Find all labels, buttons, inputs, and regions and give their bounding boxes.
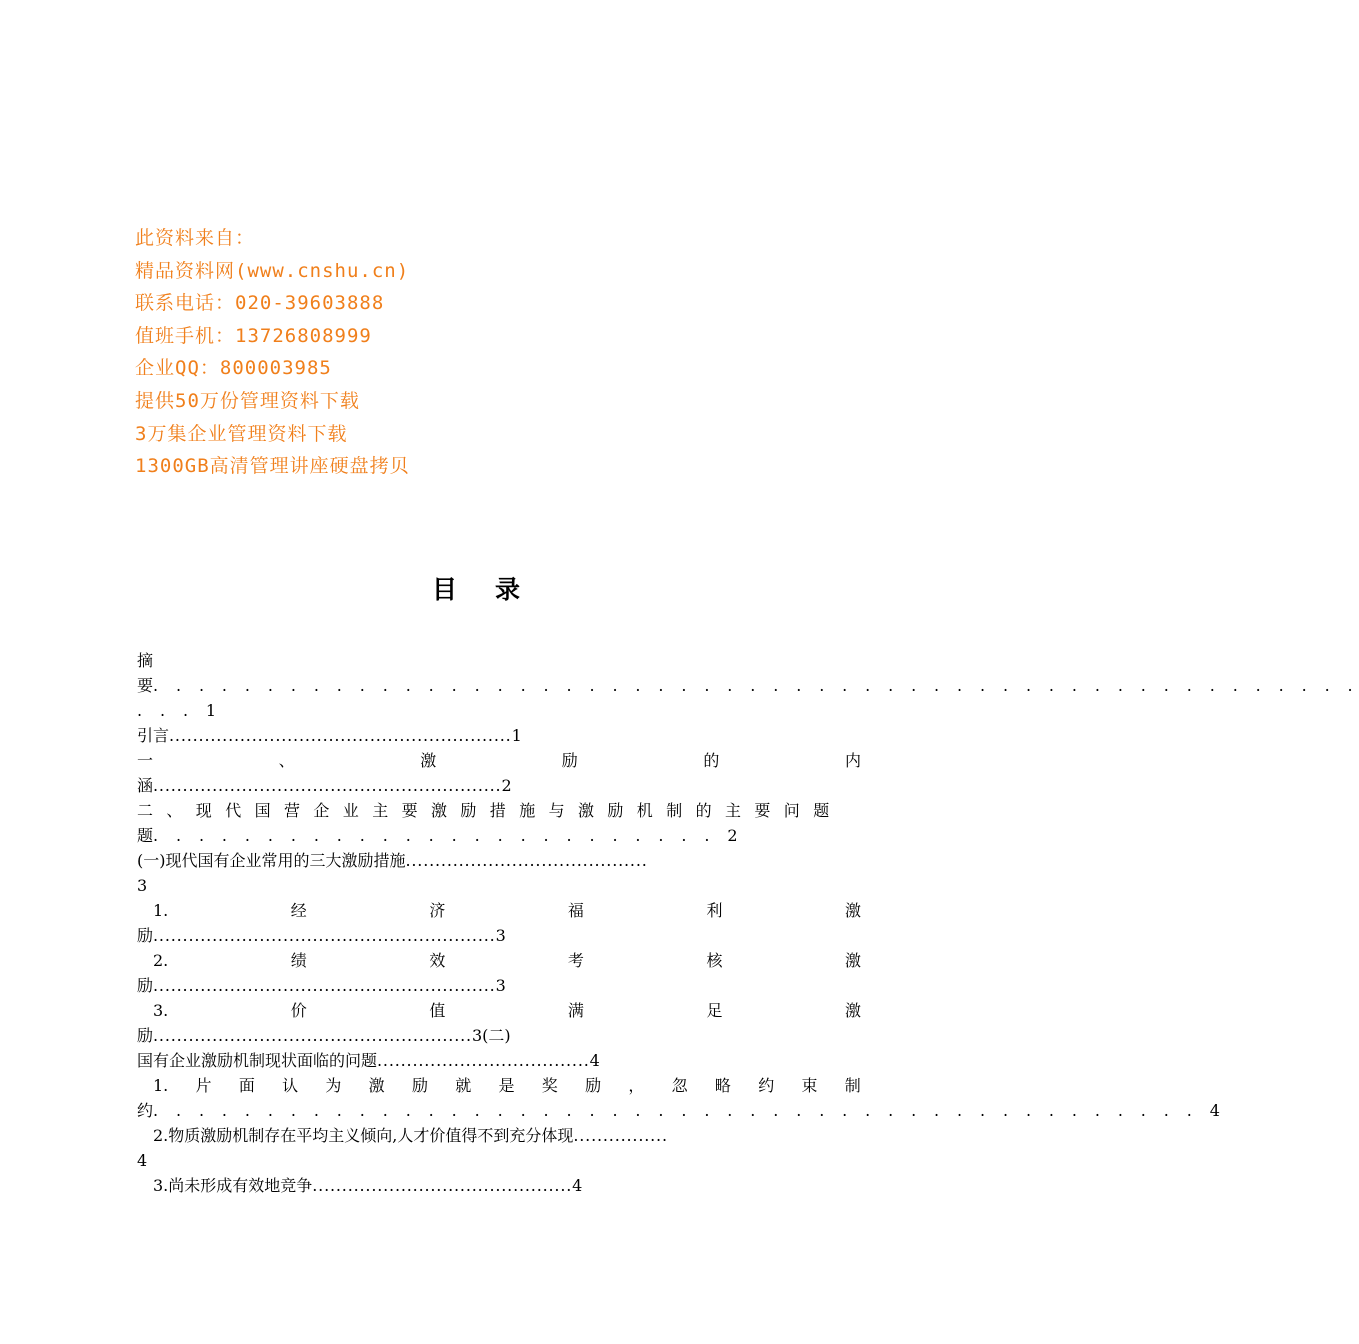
toc-entry-egalitarian-page — [137, 1148, 861, 1173]
toc-page: 3 — [495, 976, 506, 995]
toc-page: 4 — [1209, 1101, 1220, 1120]
toc-page: 3 — [495, 926, 506, 945]
toc-entry-value[interactable]: 3. 价 值 满 足 激 — [153, 1001, 861, 1020]
toc-entry-section-two[interactable]: 二、现代国营企业主要激励措施与激励机制的主要问题 — [137, 801, 843, 820]
toc-entry-three-measures-page — [137, 873, 861, 898]
toc-entry-three-measures[interactable]: (一)现代国有企业常用的三大激励措施......................................... — [137, 851, 648, 870]
toc-leader: .................................... — [377, 1051, 590, 1070]
toc-entry-problems[interactable]: 国有企业激励机制现状面临的问题....................................4 — [137, 1051, 600, 1070]
source-site-line: 精品资料网(www.cnshu.cn) — [135, 259, 410, 282]
source-qq-line: 企业QQ：800003985 — [135, 357, 332, 380]
source-info-block — [135, 222, 410, 483]
toc-entry-performance-cont: 励..........................................................3 — [137, 976, 506, 995]
toc-entry-competition[interactable]: 3.尚未形成有效地竞争............................................4 — [153, 1176, 583, 1195]
toc-entry-connotation[interactable]: 一 、 激 励 的 内 — [137, 751, 861, 770]
toc-entry-economic[interactable]: 1. 经 济 福 利 激 — [153, 901, 861, 920]
toc-entry-abstract-page-line — [137, 698, 861, 723]
toc-leader: ...................................................... — [153, 1026, 472, 1045]
source-phone-line: 联系电话：020-39603888 — [135, 292, 385, 315]
toc-entry-abstract[interactable]: 摘 — [137, 651, 154, 670]
toc-leader: . . . — [137, 701, 206, 720]
source-offer-line-3: 1300GB高清管理讲座硬盘拷贝 — [135, 455, 410, 478]
toc-leader: .......................................................... — [169, 726, 512, 745]
toc-entry-abstract-cont: 要. . . . . . . . . . . . . . . . . . . . . . . . . . . . . . . . . . . . . . . . . . . . . . . . . . . . . — [137, 676, 1359, 695]
source-line: 此资料来自： — [135, 227, 256, 249]
toc-leader: .......................................................... — [153, 926, 496, 945]
toc-page: 3 — [471, 1026, 483, 1045]
source-offer-line-1: 提供50万份管理资料下载 — [135, 389, 360, 412]
toc-leader: ................ — [573, 1126, 668, 1145]
toc-leader: ......................................... — [405, 851, 648, 870]
toc-title: 目录 — [431, 575, 558, 604]
toc-page: 2 — [727, 826, 738, 845]
toc-leader: . . . . . . . . . . . . . . . . . . . . . . . . . — [153, 826, 728, 845]
toc-entry-performance[interactable]: 2. 绩 效 考 核 激 — [153, 951, 861, 970]
toc-leader: . . . . . . . . . . . . . . . . . . . . . . . . . . . . . . . . . . . . . . . . . . . . . . . . . . . . . — [153, 676, 1359, 695]
toc-page: 2 — [501, 776, 512, 795]
toc-entry-value-cont: 励......................................................3(二) — [137, 1026, 511, 1045]
toc-page: 3 — [137, 876, 148, 895]
toc-leader: . . . . . . . . . . . . . . . . . . . . . . . . . . . . . . . . . . . . . . . . . . . . . . — [153, 1101, 1210, 1120]
toc-page: 1 — [205, 701, 217, 720]
toc-page: 4 — [589, 1051, 600, 1070]
toc-entry-one-sided-cont: 约. . . . . . . . . . . . . . . . . . . . . . . . . . . . . . . . . . . . . . . . . . . . . . 4 — [137, 1101, 1220, 1120]
table-of-contents — [137, 648, 1359, 1198]
toc-page: 1 — [511, 726, 522, 745]
toc-entry-section-two-cont: 题. . . . . . . . . . . . . . . . . . . . . . . . . 2 — [137, 826, 738, 845]
toc-entry-one-sided[interactable]: 1. 片 面 认 为 激 励 就 是 奖 励 ， 忽 略 约 束 制 — [153, 1076, 861, 1095]
source-mobile-line: 值班手机：13726808999 — [135, 324, 372, 347]
toc-entry-economic-cont: 励..........................................................3 — [137, 926, 506, 945]
toc-leader: ........................................................... — [153, 776, 502, 795]
toc-entry-connotation-cont: 涵...........................................................2 — [137, 776, 512, 795]
source-offer-line-2: 3万集企业管理资料下载 — [135, 422, 348, 445]
toc-page: 4 — [137, 1151, 148, 1170]
toc-leader: ............................................ — [312, 1176, 573, 1195]
toc-leader: .......................................................... — [153, 976, 496, 995]
toc-page: 4 — [572, 1176, 583, 1195]
toc-entry-egalitarian[interactable]: 2.物质激励机制存在平均主义倾向,人才价值得不到充分体现................ — [153, 1126, 668, 1145]
toc-entry-intro[interactable]: 引言..........................................................1 — [137, 726, 522, 745]
